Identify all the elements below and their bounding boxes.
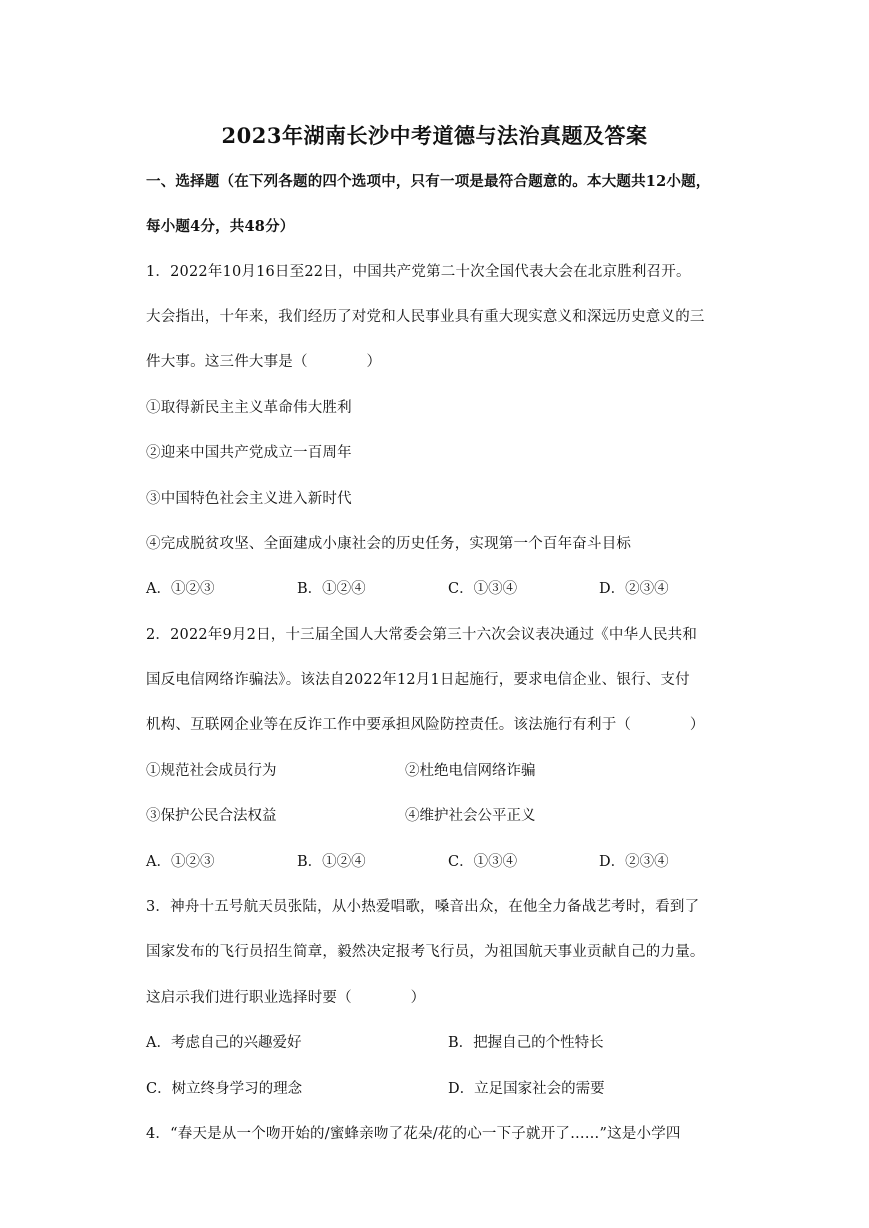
q1-stem-line-2: 大会指出，十年来，我们经历了对党和人民事业具有重大现实意义和深远历史意义的三 [146, 309, 705, 325]
q2-option-d: D．②③④ [599, 854, 669, 870]
q2-option-b: B．①②④ [297, 854, 366, 870]
q3-stem-line-2: 国家发布的飞行员招生简章，毅然决定报考飞行员，为祖国航天事业贡献自己的力量。 [146, 944, 705, 960]
q2-item-4: ④维护社会公平正义 [405, 808, 536, 824]
q2-option-a: A．①②③ [146, 854, 215, 870]
q2-stem-line-1: 2．2022年9月2日，十三届全国人大常委会第三十六次会议表决通过《中华人民共和 [146, 627, 698, 643]
q3-option-c: C．树立终身学习的理念 [146, 1081, 303, 1097]
q1-stem-line-3: 件大事。这三件大事是（ ） [146, 354, 382, 370]
q1-option-b: B．①②④ [297, 581, 366, 597]
q1-option-d: D．②③④ [599, 581, 669, 597]
q3-stem-line-1: 3．神舟十五号航天员张陆，从小热爱唱歌，嗓音出众，在他全力备战艺考时，看到了 [146, 899, 700, 915]
q1-option-a: A．①②③ [146, 581, 215, 597]
q2-item-2: ②杜绝电信网络诈骗 [405, 763, 536, 779]
q1-item-4: ④完成脱贫攻坚、全面建成小康社会的历史任务，实现第一个百年奋斗目标 [146, 536, 632, 552]
section-heading-line-1: 一、选择题（在下列各题的四个选项中，只有一项是最符合题意的。本大题共12小题， [146, 173, 711, 190]
q2-option-c: C．①③④ [448, 854, 518, 870]
q3-option-d: D．立足国家社会的需要 [448, 1081, 605, 1097]
q3-option-b: B．把握自己的个性特长 [448, 1035, 604, 1051]
q2-item-1: ①规范社会成员行为 [146, 763, 277, 779]
q1-stem-line-1: 1．2022年10月16日至22日，中国共产党第二十次全国代表大会在北京胜利召开。 [146, 264, 691, 280]
q2-stem-line-3: 机构、互联网企业等在反诈工作中要承担风险防控责任。该法施行有利于（ ） [146, 717, 705, 733]
q1-option-c: C．①③④ [448, 581, 518, 597]
q1-item-3: ③中国特色社会主义进入新时代 [146, 491, 352, 507]
document-title: 2023年湖南长沙中考道德与法治真题及答案 [221, 123, 648, 148]
q3-stem-line-3: 这启示我们进行职业选择时要（ ） [146, 990, 426, 1006]
q1-item-2: ②迎来中国共产党成立一百周年 [146, 445, 352, 461]
q3-option-a: A．考虑自己的兴趣爱好 [146, 1035, 302, 1051]
section-heading-line-2: 每小题4分，共48分） [146, 218, 295, 235]
q2-stem-line-2: 国反电信网络诈骗法》。该法自2022年12月1日起施行，要求电信企业、银行、支付 [146, 672, 690, 688]
q2-item-3: ③保护公民合法权益 [146, 808, 277, 824]
q4-stem-line-1: 4．“春天是从一个吻开始的/蜜蜂亲吻了花朵/花的心一下子就开了……”这是小学四 [146, 1126, 681, 1142]
q1-item-1: ①取得新民主主义革命伟大胜利 [146, 400, 352, 416]
